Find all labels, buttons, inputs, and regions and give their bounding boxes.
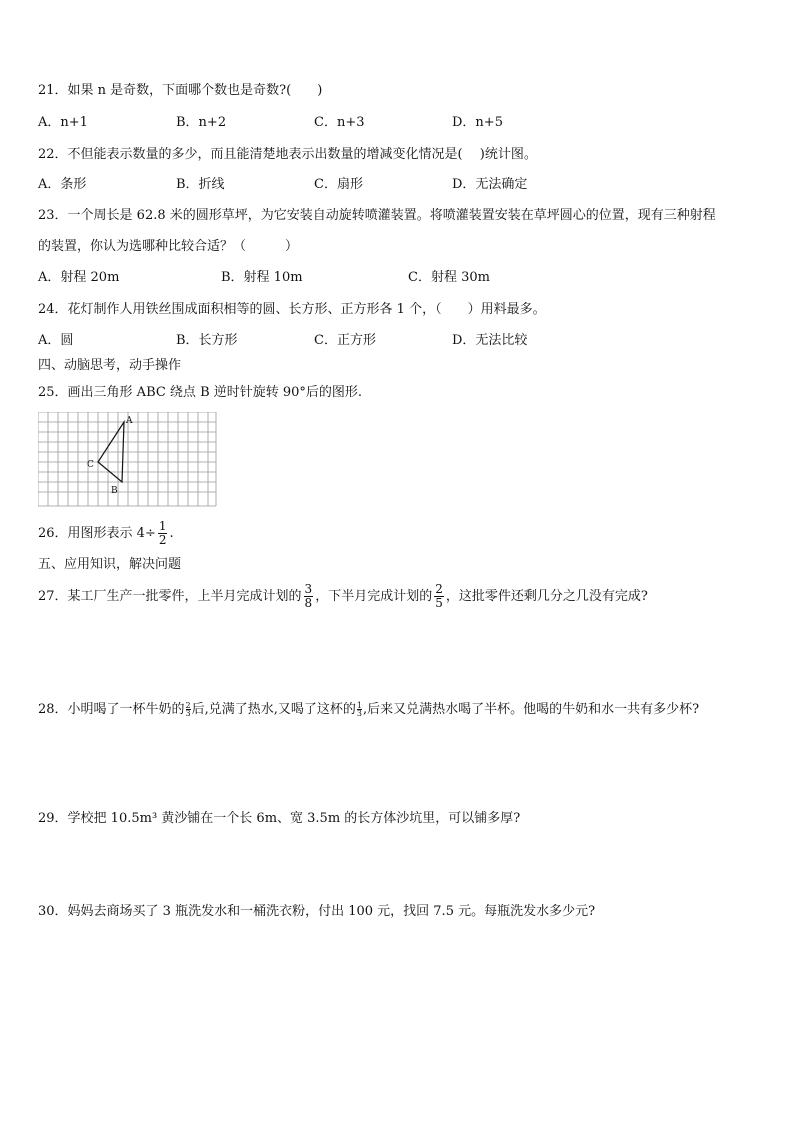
question-24-stem: 24．花灯制作人用铁丝围成面积相等的圆、长方形、正方形各 1 个，（ ）用料最多。 [38,302,546,317]
question-30-stem: 30．妈妈去商场买了 3 瓶洗发水和一桶洗衣粉，付出 100 元，找回 7.5 元。每瓶洗发水多少元? [38,904,596,919]
question-29-stem: 29．学校把 10.5m³ 黄沙铺在一个长 6m、宽 3.5m 的长方体沙坑里，可以铺多厚? [38,811,521,826]
q28-part2: 后,兑满了热水,又喝了这杯的 [191,702,356,717]
q27-part2: ，下半月完成计划的 [315,589,433,604]
q24-option-b[interactable]: B．长方形 [176,333,238,348]
q22-option-c[interactable]: C．扇形 [314,177,363,192]
q23-option-a[interactable]: A．射程 20m [38,270,120,285]
rotation-grid-figure [38,412,218,508]
q26-frac-denominator: 2 [158,533,167,547]
q27-part3: ，这批零件还剩几分之几没有完成? [445,589,648,604]
q27-frac2-denominator: 5 [435,596,443,610]
vertex-label-b: B [111,486,118,496]
section-4-heading: 四、动脑思考，动手操作 [38,358,182,373]
question-21-stem: 21．如果 n 是奇数，下面哪个数也是奇数?( ) [38,83,323,98]
q23-option-b[interactable]: B．射程 10m [221,270,303,285]
q22-option-a[interactable]: A．条形 [38,177,87,192]
q27-frac1-denominator: 8 [304,596,313,610]
q28-fraction-2 [357,702,362,717]
vertex-label-c: C [87,460,94,470]
q21-option-d[interactable]: D．n+5 [452,115,503,130]
q22-option-b[interactable]: B．折线 [176,177,225,192]
q21-option-b[interactable]: B．n+2 [176,115,227,130]
q27-part1: 27．某工厂生产一批零件，上半月完成计划的 [38,589,302,604]
q27-frac1-numerator: 3 [304,582,313,596]
q24-option-d[interactable]: D．无法比较 [452,333,528,348]
q26-fraction [158,520,168,547]
q21-option-a[interactable]: A．n+1 [38,115,88,130]
q22-option-d[interactable]: D．无法确定 [452,177,528,192]
q24-option-a[interactable]: A．圆 [38,333,74,348]
q28-frac1-denominator: 3 [185,709,191,718]
q27-frac2-numerator: 2 [435,582,443,596]
q28-frac2-numerator: 1 [356,701,362,710]
question-26-stem [38,520,174,547]
q26-frac-numerator: 1 [158,519,167,533]
q28-part1: 28．小明喝了一杯牛奶的 [38,702,185,717]
q27-fraction-1 [304,583,314,610]
question-23-stem-line1: 23．一个周长是 62.8 米的圆形草坪，为它安装自动旋转喷灌装置。将喷灌装置安装在草坪圆心的位置，现有三种射程 [38,208,716,223]
q26-prefix: 26．用图形表示 4÷ [38,526,156,541]
question-22-stem: 22．不但能表示数量的多少，而且能清楚地表示出数量的增减变化情况是( )统计图。 [38,147,537,162]
q21-option-c[interactable]: C．n+3 [314,115,365,130]
q28-frac2-denominator: 3 [356,709,362,718]
q28-fraction-1 [186,702,191,717]
question-23-stem-line2: 的装置，你认为选哪种比较合适？（ ） [38,239,299,254]
vertex-label-a: A [126,416,133,426]
section-5-heading: 五、应用知识，解决问题 [38,557,182,572]
q28-part3: ,后来又兑满热水喝了半杯。他喝的牛奶和水一共有多少杯? [363,702,700,717]
q24-option-c[interactable]: C．正方形 [314,333,376,348]
q26-suffix: . [169,526,174,541]
question-28-stem [38,701,699,719]
question-25-stem: 25．画出三角形 ABC 绕点 B 逆时针旋转 90°后的图形. [38,385,363,400]
q27-fraction-2 [434,583,444,610]
q28-frac1-numerator: 2 [185,701,191,710]
q23-option-c[interactable]: C．射程 30m [408,270,490,285]
question-27-stem [38,583,648,610]
grid-lines [38,412,216,506]
